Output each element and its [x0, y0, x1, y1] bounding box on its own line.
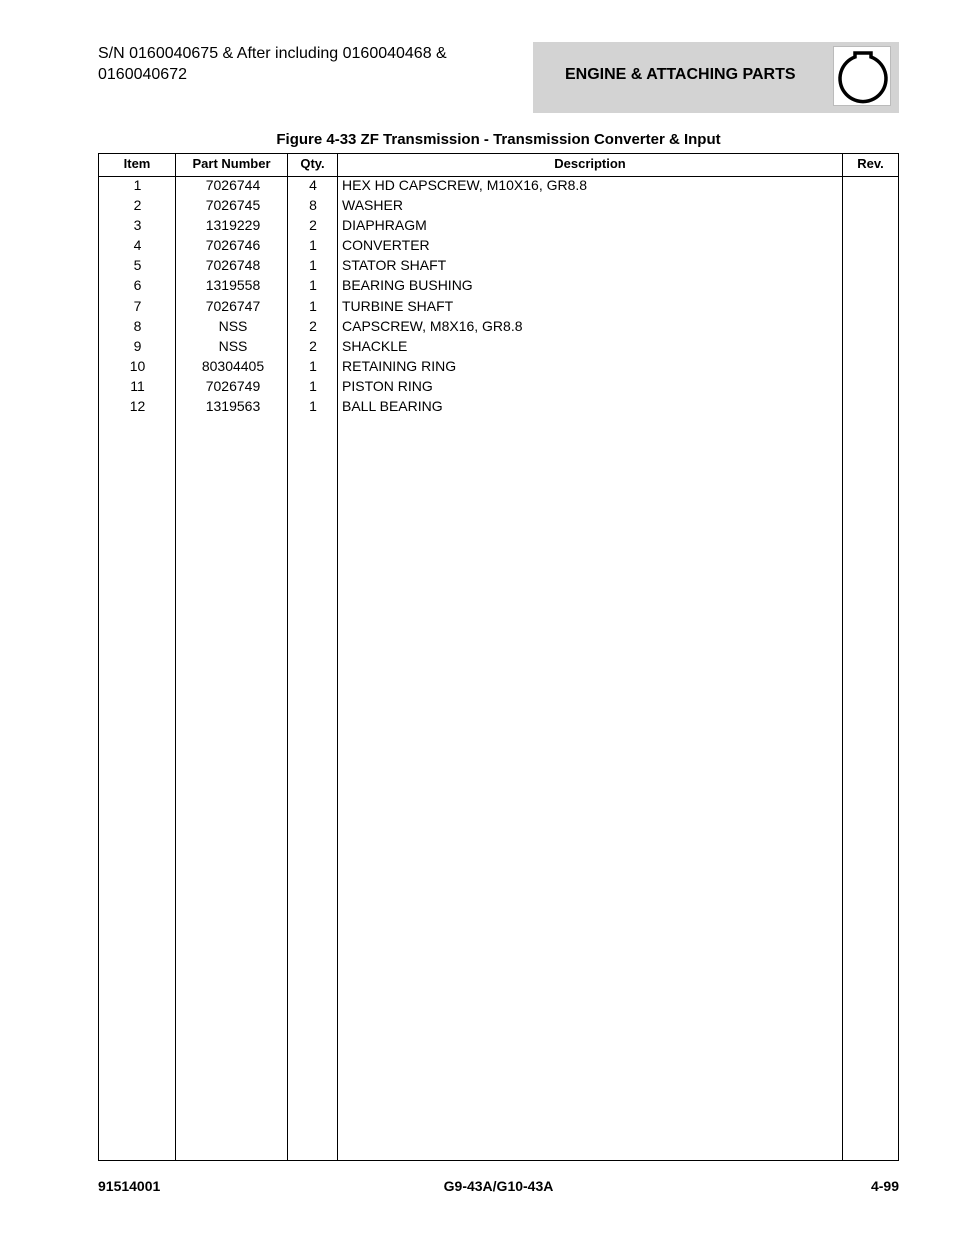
part-number: 7026746: [205, 237, 261, 253]
quantity: 2: [309, 318, 317, 334]
description: WASHER: [342, 197, 403, 213]
part-number: 80304405: [201, 358, 265, 374]
serial-line-2: 0160040672: [98, 66, 187, 83]
column-header-rev: Rev.: [857, 156, 884, 171]
table-row: [99, 175, 898, 195]
description: DIAPHRAGM: [342, 217, 427, 233]
table-row: [99, 396, 898, 416]
item-number: 6: [133, 277, 142, 293]
part-number: 1319229: [205, 217, 261, 233]
part-number: 7026749: [205, 378, 261, 394]
footer-model: G9-43A/G10-43A: [443, 1178, 554, 1194]
description: CAPSCREW, M8X16, GR8.8: [342, 318, 523, 334]
quantity: 2: [309, 217, 317, 233]
table-row: [99, 376, 898, 396]
item-number: 4: [133, 237, 142, 253]
item-number: 12: [129, 398, 146, 414]
column-header-description: Description: [554, 156, 626, 171]
table-row: [99, 255, 898, 275]
parts-table: [98, 153, 899, 1161]
part-number: 7026745: [205, 197, 261, 213]
quantity: 4: [309, 177, 317, 193]
description: BEARING BUSHING: [342, 277, 473, 293]
description: CONVERTER: [342, 237, 430, 253]
part-number: 7026747: [205, 298, 261, 314]
item-number: 3: [133, 217, 142, 233]
quantity: 1: [309, 277, 317, 293]
column-header-part-number: Part Number: [192, 156, 271, 171]
quantity: 1: [309, 237, 317, 253]
table-row: [99, 336, 898, 356]
figure-title: Figure 4-33 ZF Transmission - Transmission Converter & Input: [276, 131, 721, 148]
item-number: 5: [133, 257, 142, 273]
column-header-item: Item: [123, 156, 151, 171]
table-row: [99, 215, 898, 235]
part-number: 7026744: [205, 177, 261, 193]
item-number: 1: [133, 177, 142, 193]
part-number: 1319563: [205, 398, 261, 414]
description: STATOR SHAFT: [342, 257, 447, 273]
serial-line-1: S/N 0160040675 & After including 0160040468 &: [98, 45, 447, 62]
description: RETAINING RING: [342, 358, 457, 374]
table-row: [99, 195, 898, 215]
column-header-qty: Qty.: [300, 156, 325, 171]
table-row: [99, 356, 898, 376]
item-number: 7: [133, 298, 142, 314]
table-row: [99, 316, 898, 336]
item-number: 9: [133, 338, 142, 354]
item-number: 11: [130, 378, 145, 394]
table-row: [99, 296, 898, 316]
description: BALL BEARING: [342, 398, 443, 414]
item-number: 8: [133, 318, 142, 334]
quantity: 1: [309, 257, 317, 273]
quantity: 8: [309, 197, 317, 213]
quantity: 1: [309, 398, 317, 414]
table-row: [99, 275, 898, 295]
quantity: 1: [309, 378, 317, 394]
part-number: NSS: [218, 318, 248, 334]
serial-number-block: [98, 43, 447, 85]
quantity: 1: [309, 358, 317, 374]
description: TURBINE SHAFT: [342, 298, 454, 314]
part-number: NSS: [218, 338, 248, 354]
footer-doc-number: 91514001: [98, 1178, 161, 1194]
footer-page-number: 4-99: [870, 1178, 899, 1194]
item-number: 2: [133, 197, 142, 213]
quantity: 1: [309, 298, 317, 314]
description: SHACKLE: [342, 338, 408, 354]
description: HEX HD CAPSCREW, M10X16, GR8.8: [342, 177, 588, 193]
section-title: ENGINE & ATTACHING PARTS: [565, 66, 796, 83]
part-number: 7026748: [205, 257, 261, 273]
item-number: 10: [129, 358, 146, 374]
description: PISTON RING: [342, 378, 433, 394]
section-header: [533, 42, 899, 113]
table-row: [99, 235, 898, 255]
engine-icon: [833, 46, 891, 106]
quantity: 2: [309, 338, 317, 354]
part-number: 1319558: [205, 277, 261, 293]
